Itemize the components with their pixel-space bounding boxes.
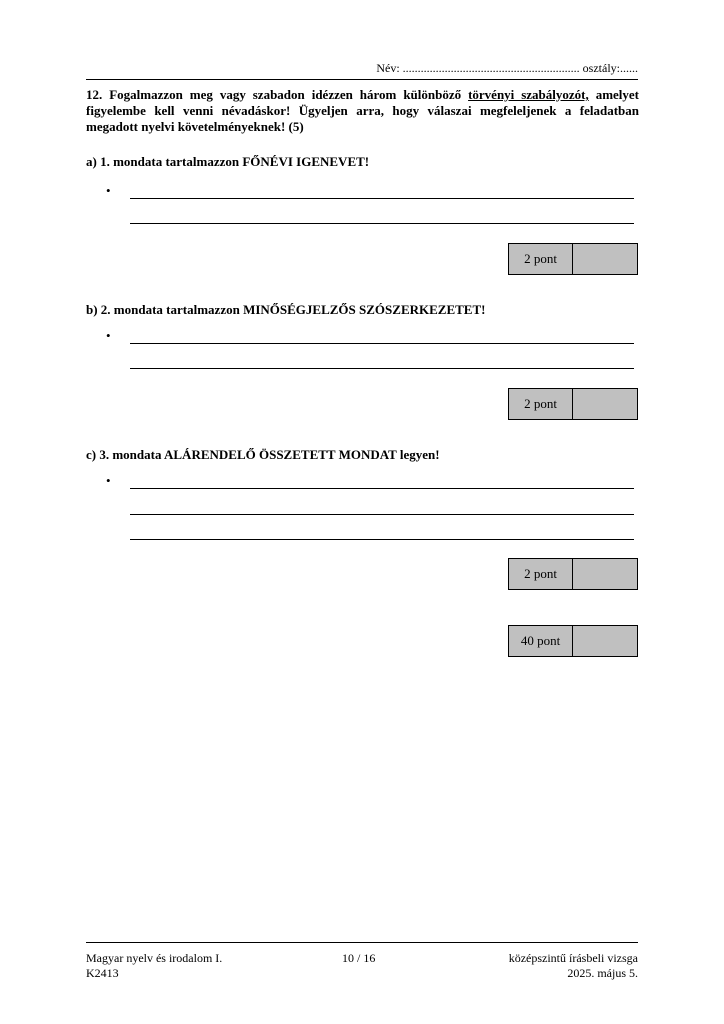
footer-exam-level: középszintű írásbeli vizsga xyxy=(508,951,638,965)
footer-subject xyxy=(86,951,222,981)
bullet-b: • xyxy=(106,328,111,343)
score-label-b: 2 pont xyxy=(509,389,573,419)
answer-line-b1[interactable] xyxy=(130,343,634,344)
answer-line-c2[interactable] xyxy=(130,514,634,515)
score-cell-a[interactable] xyxy=(573,244,637,274)
subquestion-a xyxy=(86,154,369,170)
score-cell-c[interactable] xyxy=(573,559,637,589)
bullet-a: • xyxy=(106,183,111,198)
subquestion-b-emphasis: MINŐSÉGJELZŐS SZÓSZERKEZETET! xyxy=(243,302,486,317)
score-box-total xyxy=(508,625,638,657)
score-cell-b[interactable] xyxy=(573,389,637,419)
answer-line-b2[interactable] xyxy=(130,368,634,369)
answer-line-a2[interactable] xyxy=(130,223,634,224)
answer-line-a1[interactable] xyxy=(130,198,634,199)
subquestion-b-lead: b) 2. mondata tartalmazzon xyxy=(86,302,244,317)
bullet-c: • xyxy=(106,473,111,488)
subquestion-a-emphasis: FŐNÉVI IGENEVET! xyxy=(242,154,370,169)
footer-page-number: 10 / 16 xyxy=(342,951,376,965)
footer-subject-title: Magyar nyelv és irodalom I. xyxy=(86,951,223,965)
header-divider xyxy=(86,79,638,80)
answer-line-c1[interactable] xyxy=(130,488,634,489)
subquestion-c-emphasis: ALÁRENDELŐ ÖSSZETETT MONDAT xyxy=(164,447,397,462)
footer-exam-date: 2025. május 5. xyxy=(567,966,638,980)
task-instruction xyxy=(86,87,639,135)
footer-exam-code: K2413 xyxy=(86,966,119,980)
task-text-part2: amelyet figyelembe kell venni névadáskor! Ügyeljen arra, hogy válaszai megfeleljenek a feladatban megadott nyelvi követelményeknek! (5) xyxy=(86,87,639,134)
score-label-total: 40 pont xyxy=(509,626,573,656)
subquestion-c-lead: c) 3. mondata xyxy=(86,447,164,462)
score-cell-total[interactable] xyxy=(573,626,637,656)
task-text-underlined: törvényi szabályozót, xyxy=(468,87,589,102)
subquestion-c xyxy=(86,447,440,463)
student-name-class-field[interactable]: Név: ........................................................... osztály:...... xyxy=(376,61,638,75)
subquestion-b xyxy=(86,302,485,318)
score-box-b xyxy=(508,388,638,420)
footer-divider xyxy=(86,942,638,943)
subquestion-a-lead: a) 1. mondata tartalmazzon xyxy=(86,154,243,169)
subquestion-c-tail: legyen! xyxy=(396,447,440,462)
footer-exam-info xyxy=(509,951,638,981)
score-label-c: 2 pont xyxy=(509,559,573,589)
answer-line-c3[interactable] xyxy=(130,539,634,540)
score-label-a: 2 pont xyxy=(509,244,573,274)
score-box-c xyxy=(508,558,638,590)
task-text-part1: 12. Fogalmazzon meg vagy szabadon idézzen három különböző xyxy=(86,87,469,102)
score-box-a xyxy=(508,243,638,275)
